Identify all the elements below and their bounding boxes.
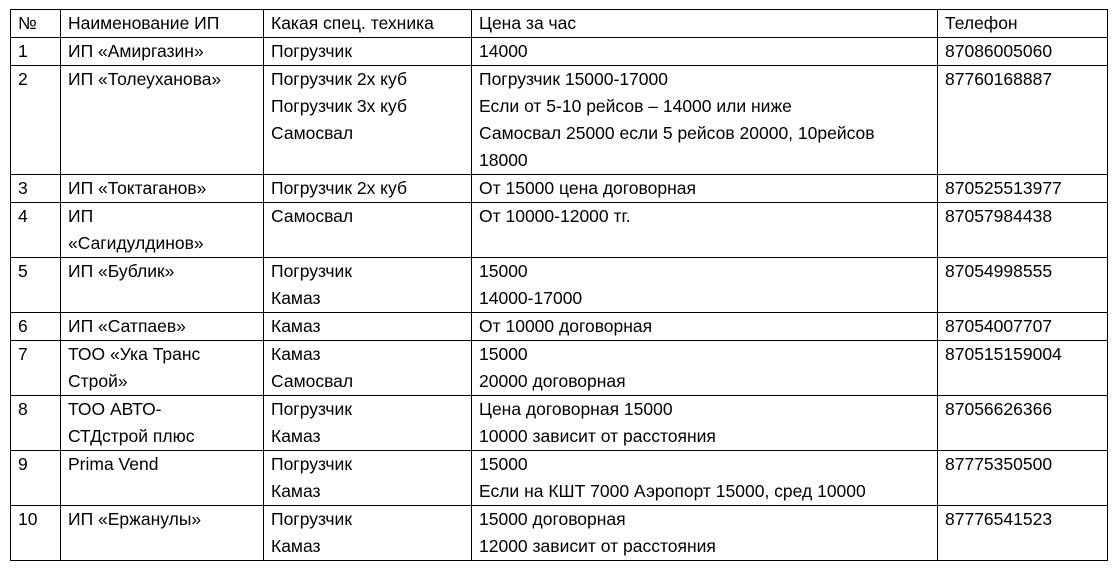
- cell-price-line: От 10000-12000 тг.: [479, 206, 631, 226]
- table-row: [11, 38, 1108, 66]
- cell-equipment-line: Погрузчик: [271, 454, 352, 474]
- cell-phone: 87054007707: [938, 313, 1108, 341]
- cell-equipment-line: Погрузчик: [271, 41, 352, 61]
- cell-company-name: [61, 506, 264, 561]
- cell-company-name: [61, 66, 264, 175]
- cell-equipment-line: Погрузчик 3х куб: [271, 96, 408, 116]
- cell-company-name: [61, 38, 264, 66]
- cell-company-name-line: ТОО «Ука Транс: [68, 344, 201, 364]
- table-row: [11, 396, 1108, 451]
- cell-company-name: [61, 313, 264, 341]
- cell-equipment: [264, 396, 472, 451]
- cell-equipment-line: Камаз: [271, 344, 321, 364]
- cell-company-name-line: ИП «Токтаганов»: [68, 178, 207, 198]
- cell-number: 3: [11, 175, 61, 203]
- cell-price: [472, 341, 938, 396]
- cell-phone: 87057984438: [938, 203, 1108, 258]
- cell-price: [472, 506, 938, 561]
- cell-equipment-line: Камаз: [271, 288, 321, 308]
- cell-price-line: Если от 5-10 рейсов – 14000 или ниже: [479, 96, 792, 116]
- cell-equipment-line: Погрузчик: [271, 261, 352, 281]
- cell-equipment: [264, 258, 472, 313]
- cell-company-name-line: СТДстрой плюс: [68, 426, 195, 446]
- cell-equipment: [264, 38, 472, 66]
- cell-company-name-line: ИП «Бублик»: [68, 261, 175, 281]
- cell-equipment-line: Камаз: [271, 481, 321, 501]
- cell-phone: 870525513977: [938, 175, 1108, 203]
- cell-equipment: [264, 451, 472, 506]
- cell-equipment-line: Погрузчик: [271, 399, 352, 419]
- table-row: [11, 66, 1108, 175]
- cell-equipment: [264, 313, 472, 341]
- cell-phone: 87776541523: [938, 506, 1108, 561]
- cell-price: [472, 38, 938, 66]
- cell-number: 5: [11, 258, 61, 313]
- cell-equipment-line: Самосвал: [271, 123, 354, 143]
- cell-price-line: Если на КШТ 7000 Аэропорт 15000, сред 10000: [479, 481, 866, 501]
- cell-equipment: [264, 66, 472, 175]
- table-row: [11, 451, 1108, 506]
- cell-company-name: [61, 396, 264, 451]
- cell-company-name: [61, 203, 264, 258]
- cell-equipment-line: Самосвал: [271, 206, 354, 226]
- cell-price-line: 10000 зависит от расстояния: [479, 426, 716, 446]
- cell-company-name-line: ИП «Ержанулы»: [68, 509, 202, 529]
- cell-price-line: От 10000 договорная: [479, 316, 653, 336]
- cell-price-line: 18000: [479, 150, 528, 170]
- cell-price: [472, 203, 938, 258]
- cell-price-line: Цена договорная 15000: [479, 399, 673, 419]
- table-row: [11, 258, 1108, 313]
- cell-company-name-line: ИП: [68, 206, 94, 226]
- cell-price-line: 14000-17000: [479, 288, 583, 308]
- cell-price-line: 20000 договорная: [479, 371, 626, 391]
- cell-equipment: [264, 175, 472, 203]
- table-row: [11, 175, 1108, 203]
- cell-phone: 87056626366: [938, 396, 1108, 451]
- cell-equipment: [264, 203, 472, 258]
- table-row: [11, 506, 1108, 561]
- cell-number: 10: [11, 506, 61, 561]
- cell-price: [472, 396, 938, 451]
- cell-equipment-line: Погрузчик: [271, 509, 352, 529]
- table-row: [11, 203, 1108, 258]
- header-equipment: Какая спец. техника: [264, 10, 472, 38]
- table-row: [11, 341, 1108, 396]
- cell-price: [472, 451, 938, 506]
- cell-equipment-line: Камаз: [271, 316, 321, 336]
- cell-equipment-line: Камаз: [271, 536, 321, 556]
- header-company-name: Наименование ИП: [61, 10, 264, 38]
- table-row: [11, 313, 1108, 341]
- table-header-row: [11, 10, 1108, 38]
- cell-equipment-line: Камаз: [271, 426, 321, 446]
- cell-company-name-line: ИП «Толеуханова»: [68, 69, 222, 89]
- cell-number: 6: [11, 313, 61, 341]
- cell-number: 9: [11, 451, 61, 506]
- cell-phone: 87054998555: [938, 258, 1108, 313]
- cell-price: [472, 66, 938, 175]
- cell-company-name-line: Строй»: [68, 371, 128, 391]
- cell-company-name-line: Prima Vend: [68, 454, 159, 474]
- header-number: №: [11, 10, 61, 38]
- cell-equipment-line: Самосвал: [271, 371, 354, 391]
- cell-phone: 87760168887: [938, 66, 1108, 175]
- cell-price: [472, 175, 938, 203]
- cell-equipment-line: Погрузчик 2х куб: [271, 69, 408, 89]
- cell-company-name-line: ТОО АВТО-: [68, 399, 162, 419]
- cell-number: 4: [11, 203, 61, 258]
- cell-price: [472, 258, 938, 313]
- cell-price-line: 15000: [479, 261, 528, 281]
- cell-company-name: [61, 175, 264, 203]
- cell-number: 1: [11, 38, 61, 66]
- cell-company-name: [61, 258, 264, 313]
- cell-price-line: 15000: [479, 344, 528, 364]
- cell-price-line: 14000: [479, 41, 528, 61]
- cell-equipment: [264, 506, 472, 561]
- header-price-per-hour: Цена за час: [472, 10, 938, 38]
- cell-price-line: От 15000 цена договорная: [479, 178, 696, 198]
- contractors-table: [10, 9, 1108, 561]
- cell-company-name-line: ИП «Амиргазин»: [68, 41, 204, 61]
- cell-equipment-line: Погрузчик 2х куб: [271, 178, 408, 198]
- cell-price: [472, 313, 938, 341]
- cell-company-name-line: ИП «Сатпаев»: [68, 316, 186, 336]
- cell-phone: 87086005060: [938, 38, 1108, 66]
- cell-price-line: 15000 договорная: [479, 509, 626, 529]
- cell-phone: 87775350500: [938, 451, 1108, 506]
- cell-number: 2: [11, 66, 61, 175]
- header-phone: Телефон: [938, 10, 1108, 38]
- cell-price-line: 12000 зависит от расстояния: [479, 536, 716, 556]
- cell-company-name: [61, 451, 264, 506]
- cell-phone: 870515159004: [938, 341, 1108, 396]
- cell-number: 7: [11, 341, 61, 396]
- cell-number: 8: [11, 396, 61, 451]
- cell-company-name: [61, 341, 264, 396]
- cell-price-line: 15000: [479, 454, 528, 474]
- cell-company-name-line: «Сагидулдинов»: [68, 233, 204, 253]
- cell-equipment: [264, 341, 472, 396]
- cell-price-line: Погрузчик 15000-17000: [479, 69, 668, 89]
- cell-price-line: Самосвал 25000 если 5 рейсов 20000, 10рейсов: [479, 123, 875, 143]
